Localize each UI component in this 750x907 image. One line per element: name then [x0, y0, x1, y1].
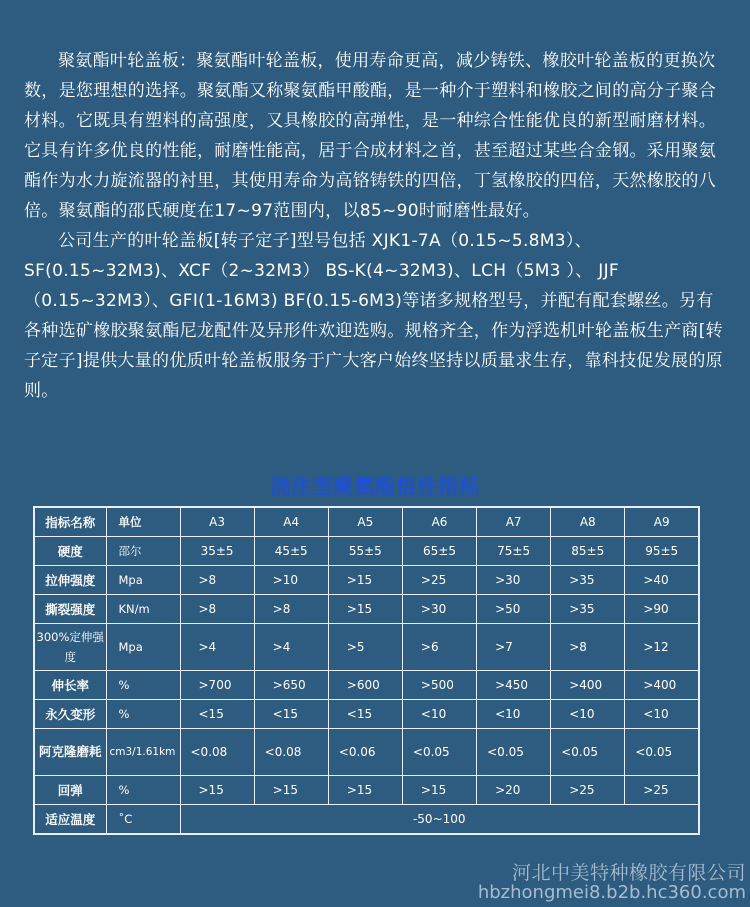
- row-value: >25: [625, 776, 699, 805]
- row-value: >15: [328, 776, 402, 805]
- row-value: <0.08: [180, 729, 254, 776]
- header-cell: A7: [477, 507, 551, 537]
- row-value: <15: [254, 700, 328, 729]
- row-value: <10: [551, 700, 625, 729]
- table-row: [34, 729, 699, 776]
- row-name: 伸长率: [34, 671, 106, 700]
- table-row: [34, 595, 699, 624]
- row-value: >8: [254, 595, 328, 624]
- row-value: 45±5: [254, 537, 328, 566]
- table-row: [34, 700, 699, 729]
- row-value: <0.06: [328, 729, 402, 776]
- table-row: [34, 805, 699, 835]
- row-unit: Mpa: [106, 624, 180, 671]
- row-value: >700: [180, 671, 254, 700]
- row-value: >15: [328, 566, 402, 595]
- header-cell: A3: [180, 507, 254, 537]
- row-value: >4: [254, 624, 328, 671]
- row-name: 永久变形: [34, 700, 106, 729]
- header-cell: 指标名称: [34, 507, 106, 537]
- row-unit: KN/m: [106, 595, 180, 624]
- row-name: 回弹: [34, 776, 106, 805]
- row-value: <0.05: [625, 729, 699, 776]
- row-unit: Mpa: [106, 566, 180, 595]
- header-cell: A5: [328, 507, 402, 537]
- intro-paragraph-2: 公司生产的叶轮盖板[转子定子]型号包括 XJK1-7A（0.15~5.8M3）、 SF(0.15~32M3)、XCF（2~32M3） BS-K(4~32M3)、LCH（5M3 ）、 JJF（0.15~32M3）、GFI(1-16M3) BF(0.15-6M3)等诸多规格型号，并配有配套螺丝。另有各种选矿橡胶聚氨酯尼龙配件及异形件欢迎选购。规格齐全，作为浮选机叶轮盖板生产商[转子定子]提供大量的优质叶轮盖板服务于广大客户始终坚持以质量求生存，靠科技促发展的原则。: [24, 231, 723, 401]
- row-value: >30: [477, 566, 551, 595]
- row-value: >35: [551, 566, 625, 595]
- row-value: <10: [402, 700, 476, 729]
- footer-url: hbzhongmei8.b2b.hc360.com: [477, 882, 746, 903]
- row-name: 硬度: [34, 537, 106, 566]
- row-name: 适应温度: [34, 805, 106, 835]
- header-cell: A9: [625, 507, 699, 537]
- row-value: <10: [477, 700, 551, 729]
- table-row: [34, 624, 699, 671]
- row-value: >5: [328, 624, 402, 671]
- row-value: >35: [551, 595, 625, 624]
- header-cell: 单位: [106, 507, 180, 537]
- row-name: 拉伸强度: [34, 566, 106, 595]
- row-value: <0.05: [551, 729, 625, 776]
- row-value: <0.08: [254, 729, 328, 776]
- row-value: 95±5: [625, 537, 699, 566]
- row-unit: %: [106, 700, 180, 729]
- table-row: [34, 566, 699, 595]
- table-row: [34, 671, 699, 700]
- row-value: >20: [477, 776, 551, 805]
- table-row: [34, 776, 699, 805]
- row-value: >8: [180, 595, 254, 624]
- row-unit: cm3/1.61km: [106, 729, 180, 776]
- row-value: >15: [180, 776, 254, 805]
- table-row: [34, 537, 699, 566]
- row-value: >450: [477, 671, 551, 700]
- row-value: >30: [402, 595, 476, 624]
- row-value: <15: [180, 700, 254, 729]
- row-value: <10: [625, 700, 699, 729]
- header-cell: A8: [551, 507, 625, 537]
- row-unit: ˚C: [106, 805, 180, 835]
- row-value: >25: [551, 776, 625, 805]
- row-value: >4: [180, 624, 254, 671]
- row-unit: %: [106, 776, 180, 805]
- row-value: >650: [254, 671, 328, 700]
- row-value: >25: [402, 566, 476, 595]
- row-value: 85±5: [551, 537, 625, 566]
- header-cell: A6: [402, 507, 476, 537]
- row-name: 撕裂强度: [34, 595, 106, 624]
- intro-paragraph-1: 聚氨酯叶轮盖板：聚氨酯叶轮盖板，使用寿命更高，减少铸铁、橡胶叶轮盖板的更换次数，是您理想的选择。聚氨酯又称聚氨酯甲酸酯，是一种介于塑料和橡胶之间的高分子聚合材料。它既具有塑料的高强度，又具橡胶的高弹性，是一种综合性能优良的新型耐磨材料。它具有许多优良的性能，耐磨性能高，居于合成材料之首，甚至超过某些合金钢。采用聚氨酯作为水力旋流器的衬里，其使用寿命为高铬铸铁的四倍，丁氢橡胶的四倍，天然橡胶的八倍。聚氨酯的邵氏硬度在17~97范围内，以85~90时耐磨性最好。: [24, 51, 716, 221]
- row-value: >500: [402, 671, 476, 700]
- row-value: >50: [477, 595, 551, 624]
- spec-table: [33, 506, 700, 835]
- row-value: >7: [477, 624, 551, 671]
- table-title: 浇注型聚氨酯悟性指标: [270, 474, 480, 498]
- row-value: 35±5: [180, 537, 254, 566]
- row-unit: %: [106, 671, 180, 700]
- row-value: >6: [402, 624, 476, 671]
- intro-text: [24, 46, 724, 406]
- row-value: <0.05: [477, 729, 551, 776]
- row-value: >8: [180, 566, 254, 595]
- row-value: 55±5: [328, 537, 402, 566]
- row-value: 75±5: [477, 537, 551, 566]
- row-value: >15: [328, 595, 402, 624]
- row-name: 300%定伸强度: [34, 624, 106, 671]
- row-value: >40: [625, 566, 699, 595]
- row-value: >12: [625, 624, 699, 671]
- row-value: >8: [551, 624, 625, 671]
- row-value: <15: [328, 700, 402, 729]
- row-value: >15: [254, 776, 328, 805]
- row-unit: 邵尔: [106, 537, 180, 566]
- row-name: 阿克隆磨耗: [34, 729, 106, 776]
- header-cell: A4: [254, 507, 328, 537]
- row-value: 65±5: [402, 537, 476, 566]
- row-value: >400: [551, 671, 625, 700]
- row-value: >10: [254, 566, 328, 595]
- row-value: <0.05: [402, 729, 476, 776]
- temperature-range: -50~100: [180, 805, 699, 835]
- table-header-row: [34, 507, 699, 537]
- row-value: >90: [625, 595, 699, 624]
- row-value: >15: [402, 776, 476, 805]
- footer-company-name: 河北中美特种橡胶有限公司: [511, 862, 746, 884]
- row-value: >400: [625, 671, 699, 700]
- row-value: >600: [328, 671, 402, 700]
